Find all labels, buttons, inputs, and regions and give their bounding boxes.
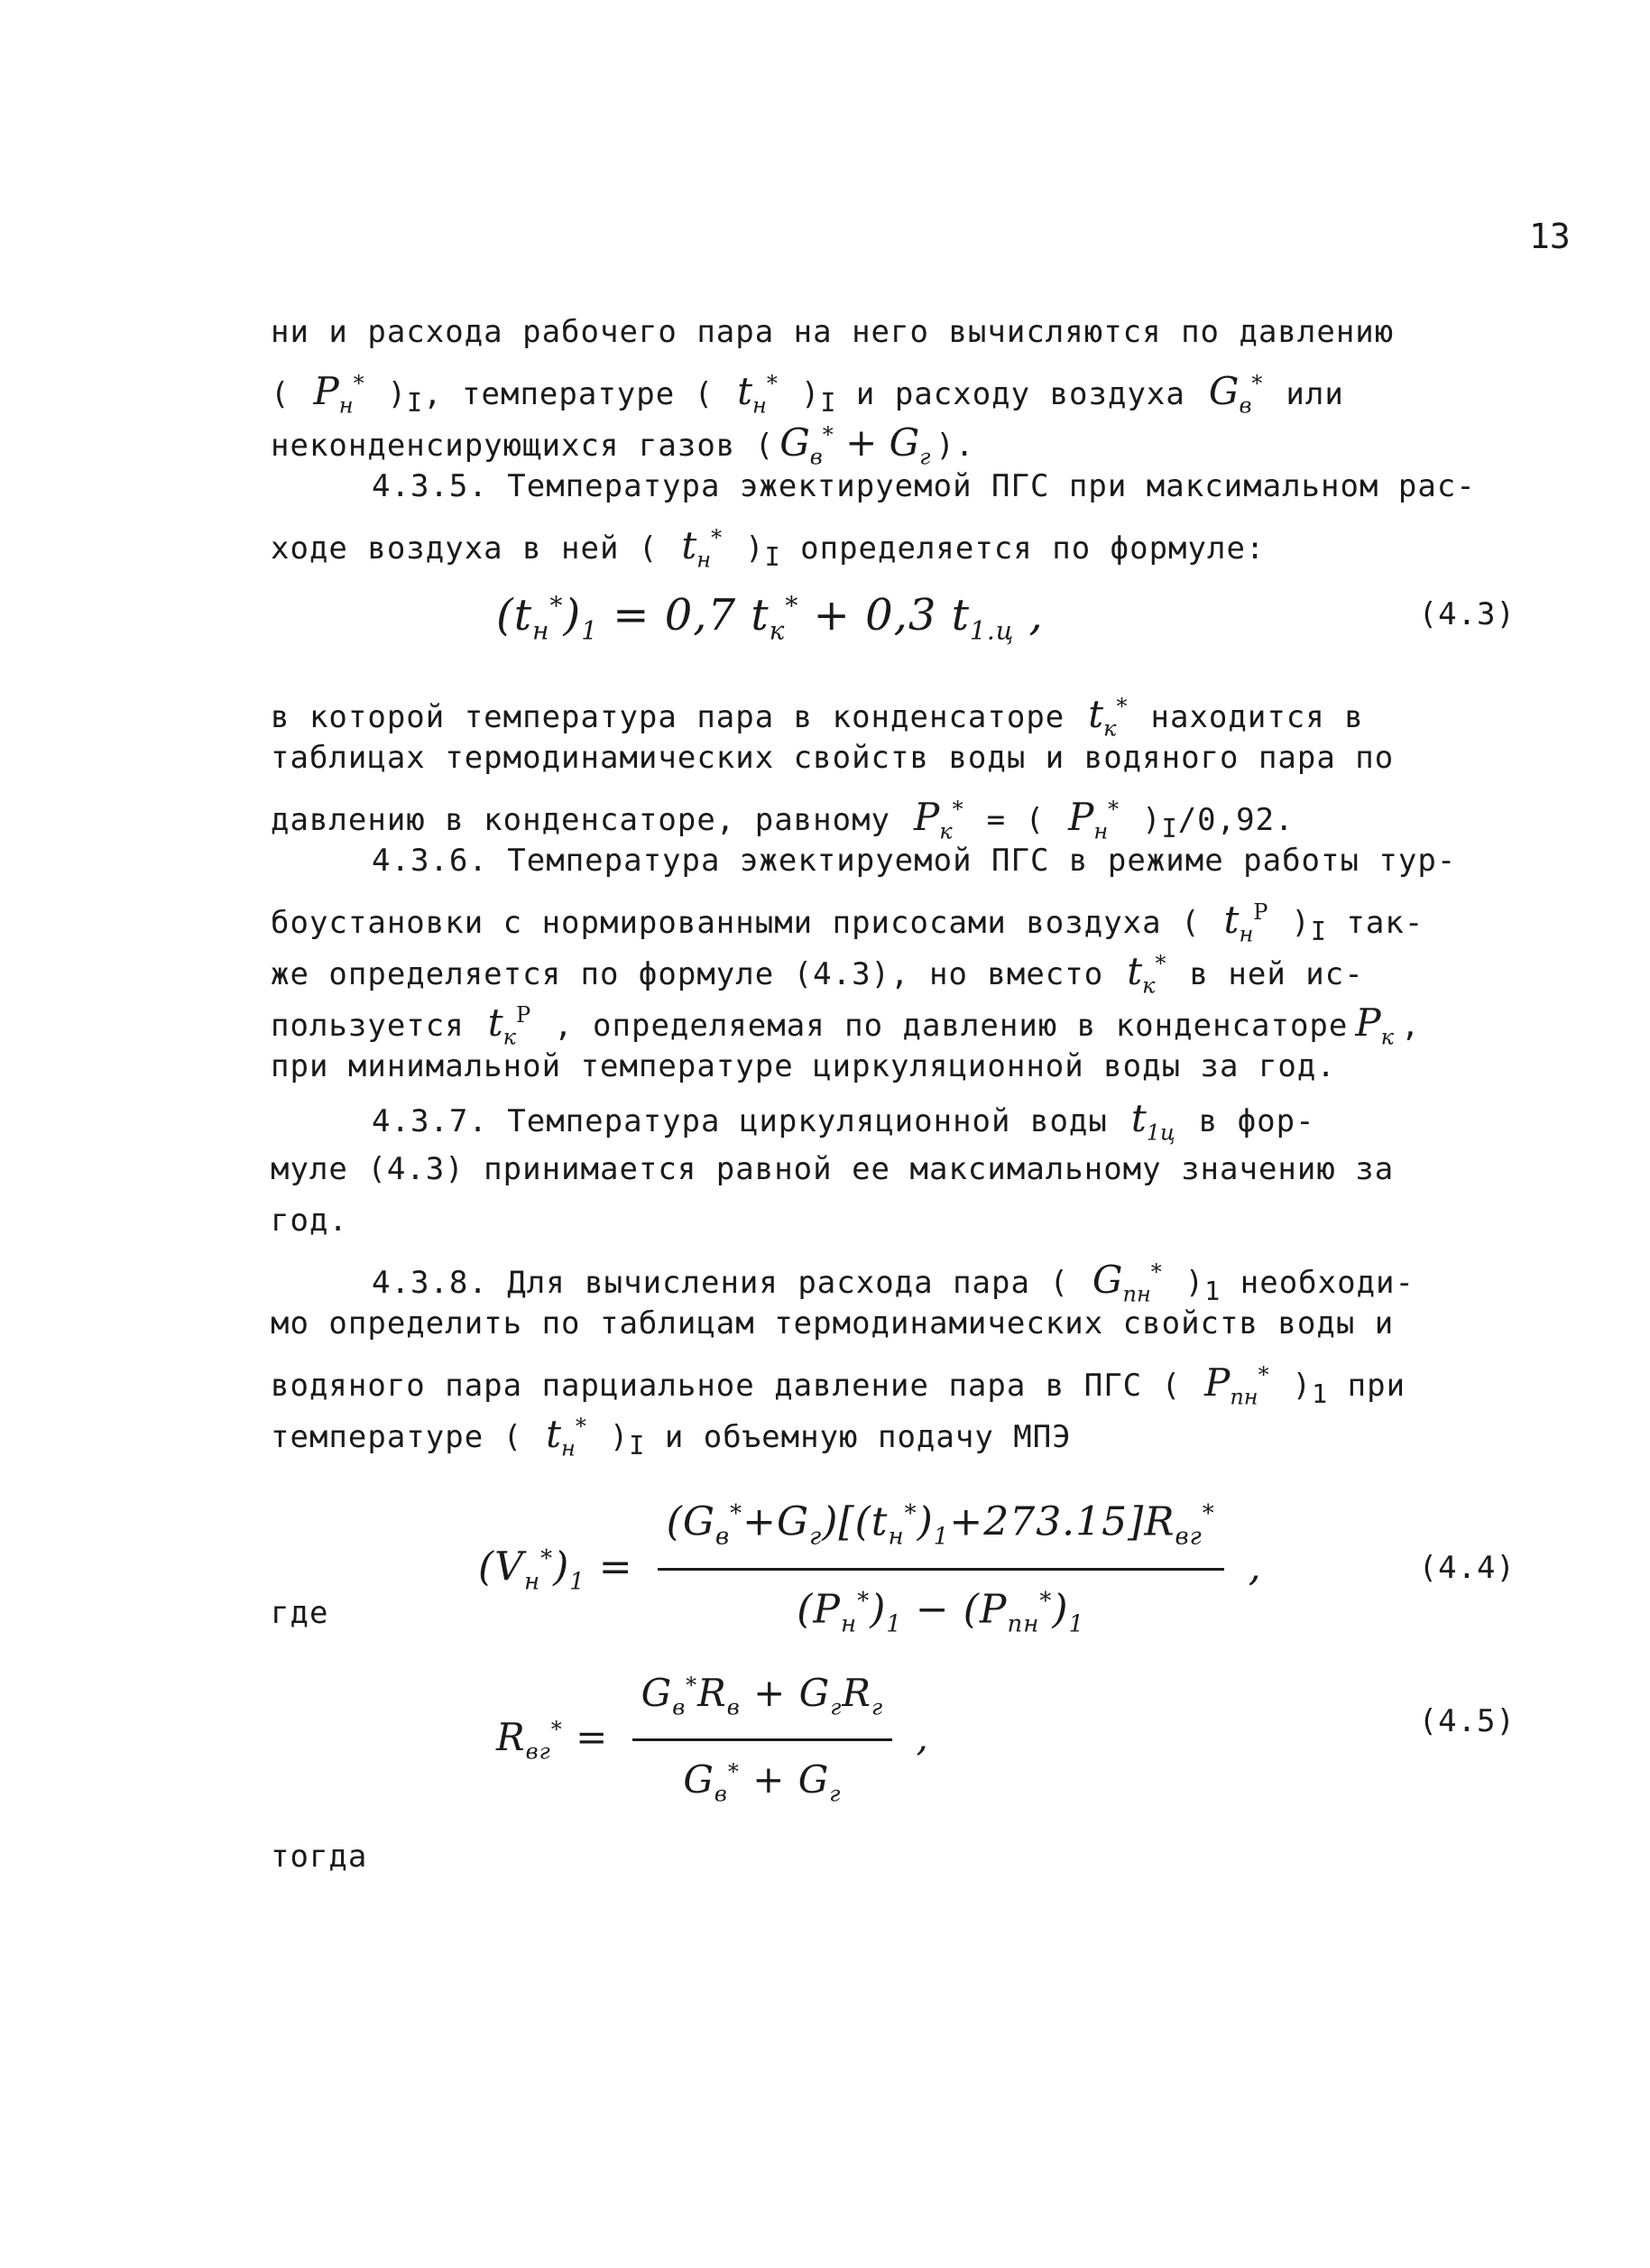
equation-number: (4.4): [1418, 1550, 1516, 1586]
text-line: ни и расхода рабочего пара на него вычисляются по давлению: [271, 314, 1395, 350]
text-line: неконденсирующихся газов ( $G_в^* + G_г$ ).: [271, 410, 1516, 461]
text-line: водяного пара парциальное давление пара в ПГС ( $P_{пн}^*$ )$_1$ при: [271, 1350, 1516, 1401]
equation-number: (4.5): [1418, 1703, 1516, 1739]
temperature-symbol: $t_к^*$: [1127, 949, 1166, 999]
pressure-symbol: $P_к^*$: [914, 795, 963, 844]
text-line: давлению в конденсаторе, равному $P_к^*$ = ( $P_н^*$ )$_I/0,92$.: [271, 784, 1516, 835]
formula-4-4: $(V_н^*)_1$ = $\frac{(G_в^*+G_г)[(t_н^*)_1+273.15]R_{вг}^*}{(P_н^*)_1 - (P_{пн}^*)_1}$ ,: [478, 1489, 1262, 1651]
steam-flow-symbol: $G_{пн}^*$: [1092, 1258, 1162, 1307]
air-flow-symbol: $G_в^*$: [1208, 369, 1263, 419]
text-line: при минимальной температуре циркуляционной воды за год.: [271, 1048, 1336, 1084]
temperature-symbol: $t_к^P$: [487, 1000, 531, 1050]
text-line: таблицах термодинамических свойств воды и водяного пара по: [271, 740, 1395, 776]
text-line: 4.3.5. Температура эжектируемой ПГС при максимальном рас-: [372, 468, 1476, 504]
pressure-symbol: $P_н^*$: [313, 369, 364, 419]
pressure-symbol: $P_к$: [1355, 1000, 1394, 1050]
page-number: 13: [1529, 217, 1571, 256]
temperature-symbol: $t_{1ц}$: [1130, 1096, 1175, 1146]
text-line: год.: [271, 1203, 348, 1239]
pressure-symbol: $P_н^*$: [1068, 795, 1120, 844]
text-line: боустановки с нормированными присосами воздуха ( $t_н^P$ )$_I$ так-: [271, 887, 1516, 938]
text-line: 4.3.6. Температура эжектируемой ПГС в режиме работы тур-: [372, 843, 1457, 879]
temperature-symbol: $t_н^*$: [737, 369, 778, 419]
text-line: пользуется $t_к^P$ , определяемая по давлению в конденсаторе $P_к$ ,: [271, 990, 1516, 1041]
text-line: ходе воздуха в ней ( $t_н^*$ )$_I$ определяется по формуле:: [271, 512, 1516, 564]
temperature-symbol: $t_н^*$: [546, 1412, 586, 1461]
equation-4-5: [271, 1660, 1516, 1822]
equation-4-4: [271, 1480, 1516, 1660]
equation-4-3: [271, 564, 1516, 681]
equation-number: (4.3): [1418, 596, 1516, 632]
text-line: 4.3.7. Температура циркуляционной воды $t_{1ц}$ в фор-: [271, 1093, 1516, 1144]
text-line: муле (4.3) принимается равной ее максимальному значению за: [271, 1151, 1395, 1187]
flow-sum-symbol: $G_в^* + G_г$: [779, 420, 931, 470]
document-body: [271, 307, 1516, 1883]
text-line: 4.3.8. Для вычисления расхода пара ( $G_{пн}^*$ )$_1$ необходи-: [271, 1247, 1516, 1298]
then-label: тогда: [271, 1839, 368, 1875]
temperature-symbol: $t_н^*$: [681, 523, 723, 573]
text-line: мо определить по таблицам термодинамических свойств воды и: [271, 1305, 1395, 1341]
text-line: же определяется по формуле (4.3), но вместо $t_к^*$ в ней ис-: [271, 938, 1516, 990]
pressure-symbol: $P_{пн}^*$: [1204, 1360, 1269, 1410]
formula-4-3: $(t_н^*)_1 = 0,7$ $t_к^* + 0,3$ $t_{1.ц}$ ,: [496, 590, 1044, 646]
text-line: в которой температура пара в конденсаторе $t_к^*$ находится в: [271, 681, 1516, 733]
formula-4-5: $R_{вг}^*$ = $\frac{G_в^*R_в + G_гR_г}{G_в^* + G_г}$ ,: [496, 1660, 929, 1821]
text-line: ( $P_н^*$ )$_I$, температуре ( $t_н^*$ )$_I$ и расходу воздуха $G_в^*$ или: [271, 358, 1516, 410]
temperature-symbol: $t_к^*$: [1088, 692, 1128, 742]
where-label: где: [271, 1595, 329, 1631]
temperature-symbol: $t_н^P$: [1223, 898, 1268, 947]
text-line: температуре ( $t_н^*$ )$_I$ и объемную подачу МПЭ: [271, 1401, 1516, 1452]
